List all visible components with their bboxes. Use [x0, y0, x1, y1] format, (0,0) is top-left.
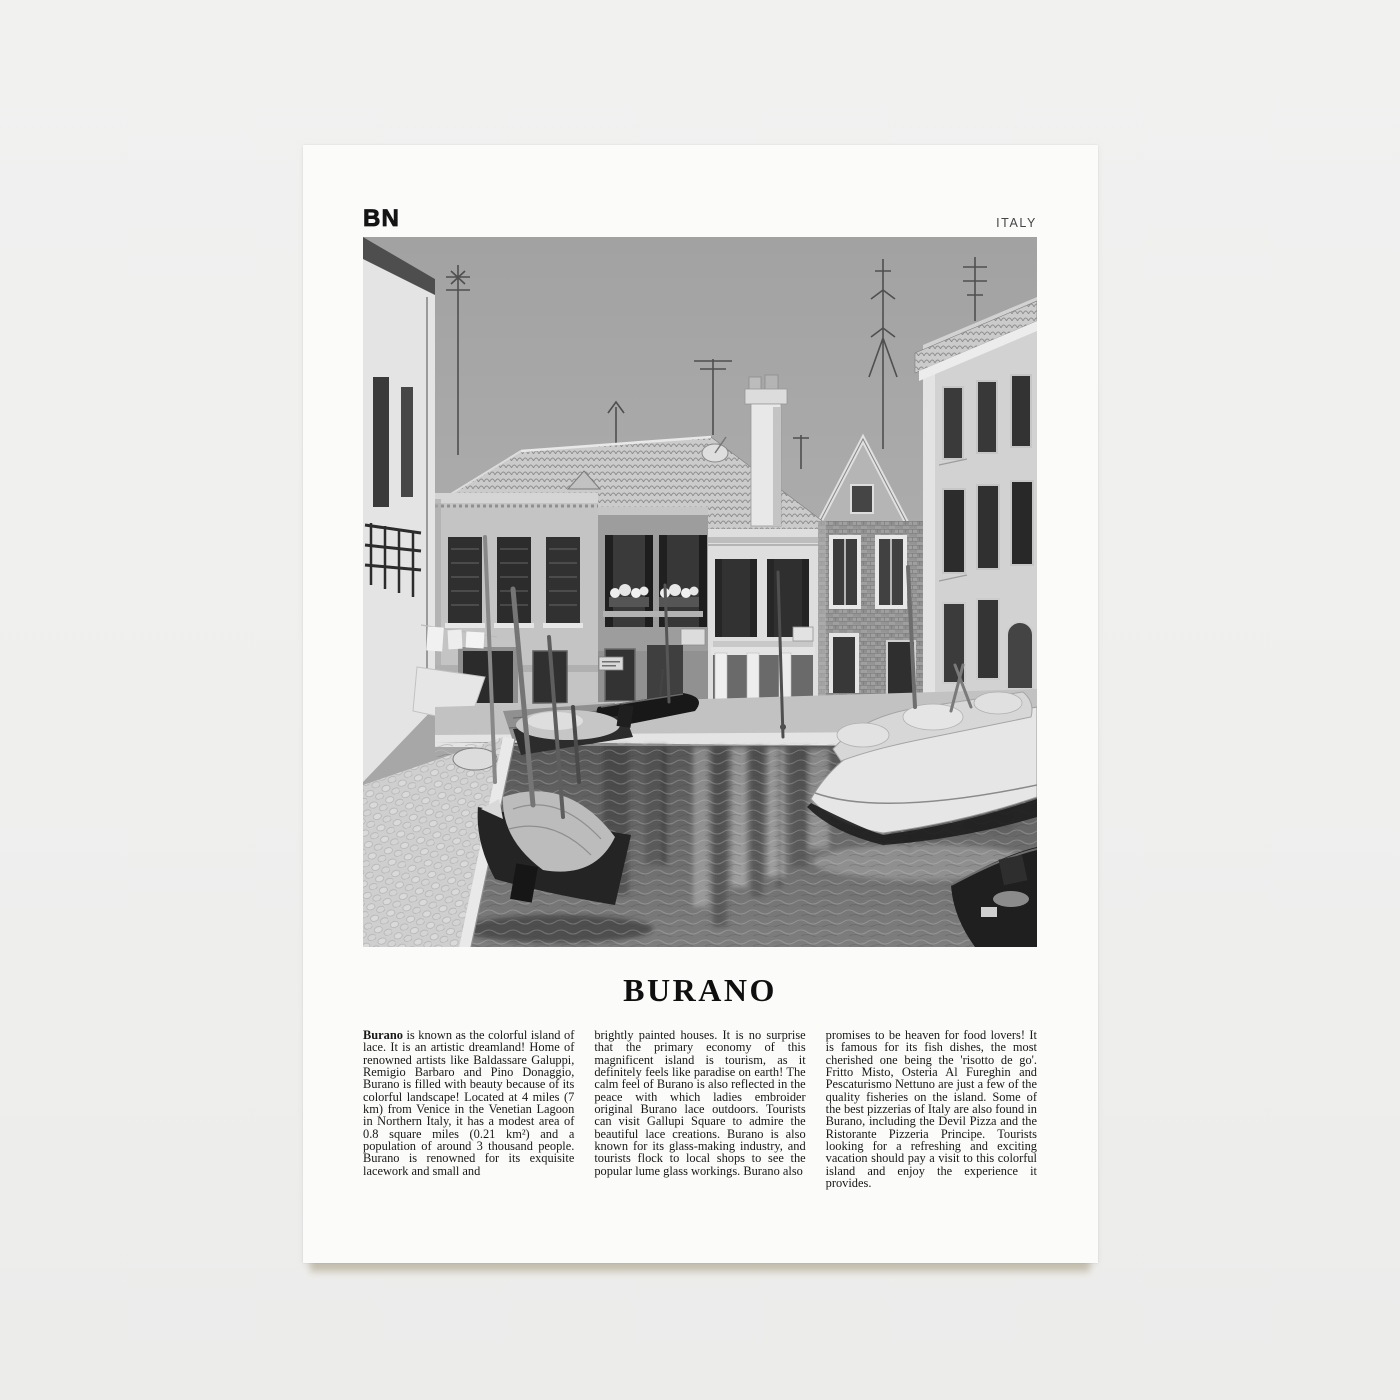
brand-logo: BN	[363, 205, 401, 232]
travel-poster	[303, 145, 1098, 1263]
right-building	[915, 297, 1037, 707]
article	[363, 1029, 1037, 1189]
country-label: ITALY	[996, 216, 1037, 230]
article-paragraph: brightly painted houses. It is no surprise that the primary economy of this magnificent island is tourism, as it definitely feels like paradise on earth! The calm feel of Burano is also reflected in the peace with which ladies embroider original Burano lace outdoors. Tourists can visit Gallupi Square to admire the beautiful lace creations. Burano is also known for its glass-making industry, and tourists flock to local shops to see the popular lume glass workings. Burano also	[594, 1028, 806, 1178]
house-with-portico	[708, 529, 818, 703]
article-column-3	[826, 1029, 1037, 1189]
street-sign	[599, 657, 623, 670]
article-paragraph: Burano is known as the colorful island of lace. It is an artistic dreamland! Home of renowned artists like Baldassare Galuppi, Remigio Barbaro and Pino Donaggio, Burano is filled with beauty because of its colorful landscape! Located at 4 miles (7 km) from Venice in the Venetian Lagoon in Northern Italy, it has a modest area of 0.8 square miles (0.21 km²) and a population of around 3 thousand people. Burano is renowned for its exquisite lacework and small and	[363, 1028, 575, 1178]
article-column-2	[594, 1029, 805, 1189]
brick-house	[818, 521, 923, 703]
article-paragraph: promises to be heaven for food lovers! It is famous for its fish dishes, the most cherished one being the 'risotto de go'. Fritto Misto, Osteria Al Fureghin and Pescaturismo Nettuno are just a few of the quality fisheries on the island. Some of the best pizzerias of Italy are also found in Burano, including the Devil Pizza and the Ristorante Pizzeria Principe. Tourists looking for a refreshing and exciting vacation should pay a visit to this colorful island and enjoy the experience it provides.	[825, 1028, 1037, 1191]
chimney	[745, 375, 787, 526]
article-column-1	[363, 1029, 574, 1189]
poster-title: BURANO	[623, 972, 777, 1008]
article-lead-word: Burano	[363, 1028, 403, 1042]
burano-canal-illustration	[363, 237, 1037, 947]
canal-photo	[363, 237, 1037, 947]
house-with-flowers	[598, 507, 708, 703]
